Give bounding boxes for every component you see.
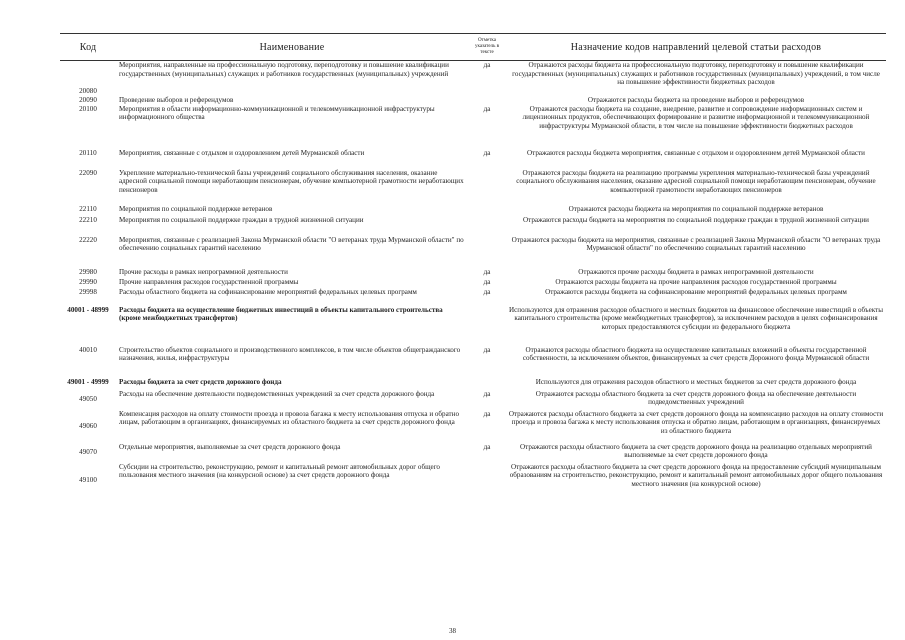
row-mark: да [483,345,491,354]
budget-codes-table [60,33,886,499]
row-name: Расходы на обеспечение деятельности подведомственных учреждений за счет средств дорожного фонда [119,389,435,398]
row-code: 40001 - 48999 [67,305,109,314]
row-desc: Отражаются расходы областного бюджета за счет средств дорожного фонда на реализацию отдельных мероприятий выполняемые за счет средств дорожного фонда [520,442,872,460]
row-mark [468,306,506,346]
row-mark [468,96,506,105]
table-row [60,105,886,149]
row-code: 22090 [79,168,97,177]
row-code: 29990 [79,277,97,286]
table-row [60,216,886,236]
row-name: Прочие расходы в рамках непрограммной деятельности [119,267,288,276]
row-code: 22210 [79,215,97,224]
row-desc: Отражаются расходы областного бюджета за счет средств дорожного фонда на предоставление субсидий муниципальным образованиям на строительство, реконструкцию, ремонт и капитальный ремонт автомобильных дорог общего пользования местного значения (на конкурсной основе) [509,462,883,488]
row-name: Мероприятия по социальной поддержке граждан в трудной жизненной ситуации [119,215,364,224]
row-code: 22220 [79,235,97,244]
row-desc: Отражаются расходы бюджета на софинансирование мероприятий федеральных целевых программ [545,287,847,296]
row-mark: да [483,148,491,157]
row-code: 29998 [79,287,97,296]
header-code: Код [60,34,116,61]
row-code: 49070 [79,448,97,457]
row-desc: Отражаются расходы областного бюджета на осуществление капитальных вложений в объекты государственной собственности, за исключением объектов, финансируемых за счет средств Дорожного фонда Мурманской области [522,345,870,363]
table-row [60,169,886,205]
header-mark: Отметка указатель в тексте [468,34,506,61]
document-page [60,33,886,499]
table-row [60,288,886,306]
row-desc: Используются для отражения расходов областного и местных бюджетов на финансовое обеспечение инвестиций в объекты капитального строительства (кроме межбюджетных трансфертов), за исключением расходов в целях софинансирования которых предоставляются субсидии из федерального бюджета [509,305,883,331]
row-name: Проведение выборов и референдумов [119,95,234,104]
row-code: 20080 [79,86,97,95]
table-row [60,346,886,378]
row-desc: Используются для отражения расходов областного и местных бюджетов за счет средств дорожного фонда [535,377,857,386]
row-name: Мероприятия, направленные на профессиональную подготовку, переподготовку и повышение квалификации государственных (муниципальных) служащих и работников государственных (муниципальных) учреждений [119,61,449,78]
table-row [60,443,886,463]
table-row [60,306,886,346]
row-code: 40010 [79,345,97,354]
row-name: Субсидии на строительство, реконструкцию, ремонт и капитальный ремонт автомобильных дорог общего пользования местного значения (на конкурсной основе) за счет средств дорожного фонда [119,462,440,480]
row-mark: да [483,277,491,286]
row-mark [468,169,506,205]
row-mark [468,463,506,499]
row-name: Мероприятия в области информационно-коммуникационной и телекоммуникационной инфраструктуры информационного общества [119,104,435,122]
row-code: 22110 [79,204,97,213]
row-name: Укрепление материально-технической базы учреждений социального обслуживания населения, оказание адресной социальной помощи неработающим пенсионерам, обучение компьютерной грамотности неработающих пенсионеров [119,168,464,194]
table-row [60,96,886,105]
row-desc: Отражаются расходы бюджета на мероприятия, связанные с реализацией Закона Мурманской области "О ветеранах труда Мурманской области" по обеспечению социальных гарантий населению [511,235,881,253]
row-name: Мероприятия, связанные с отдыхом и оздоровлением детей Мурманской области [119,148,365,157]
row-name: Мероприятия по социальной поддержке ветеранов [119,204,273,213]
row-mark: да [483,287,491,296]
row-mark: да [483,389,491,398]
row-desc: Отражаются прочие расходы бюджета в рамках непрограммной деятельности [578,267,814,276]
row-desc: Отражаются расходы бюджета на реализацию программы укрепления материально-технической базы учреждений социального обслуживания населения, оказание адресной социальной помощи неработающим пенсионерам, обучение компьютерной грамотности неработающих пенсионеров [516,168,876,194]
row-desc: Отражаются расходы бюджета на мероприятия по социальной поддержке ветеранов [568,204,824,213]
row-code: 49001 - 49999 [67,377,109,386]
row-mark: да [483,409,491,418]
row-desc: Отражаются расходы областного бюджета за счет средств дорожного фонда на компенсацию расходов на оплату стоимости проезда и провоза багажа к месту использования отпуска и обратно лицам, работающим в организациях, финансируемых из областного бюджета [508,409,884,435]
row-desc: Отражаются расходы бюджета мероприятия, связанные с отдыхом и оздоровлением детей Мурманской области [527,148,865,157]
row-mark [468,216,506,236]
header-desc: Назначение кодов направлений целевой статьи расходов [506,34,886,61]
row-mark: да [483,267,491,276]
header-name: Наименование [116,34,468,61]
table-row [60,378,886,390]
row-desc: Отражаются расходы бюджета на прочие направления расходов государственной программы [555,277,837,286]
row-name: Расходы бюджета за счет средств дорожного фонда [119,377,282,386]
row-code: 29980 [79,267,97,276]
row-desc: Отражаются расходы бюджета на создание, внедрение, развитие и сопровождение информационных систем и лицензионных продуктов, обеспечивающих формирование и развитие информационной и телекоммуникационной инфраструктуры Мурманской области, в том числе на повышение эффективности бюджетных расходов [522,104,870,130]
table-row [60,149,886,169]
row-desc: Отражаются расходы бюджета на профессиональную подготовку, переподготовку и повышение квалификации государственных (муниципальных) служащих и работников государственных (муниципальных) учреждений, в том числе на повышение эффективности бюджетных расходов [512,61,880,87]
table-row [60,236,886,268]
row-desc: Отражаются расходы областного бюджета за счет средств дорожного фонда на обеспечение деятельности подведомственных учреждений [535,389,857,407]
row-name: Расходы бюджета на осуществление бюджетных инвестиций в объекты капитального строительства (кроме межбюджетных трансфертов) [119,305,443,323]
row-code: 49050 [79,395,97,404]
row-mark [468,205,506,216]
table-row [60,463,886,499]
table-row [60,205,886,216]
row-code: 20100 [79,104,97,113]
table-row [60,61,886,96]
page-number: 38 [449,627,456,635]
row-code: 20090 [79,95,97,104]
row-mark [468,236,506,268]
table-row [60,278,886,288]
row-code: 49100 [79,476,97,485]
table-header [60,34,886,61]
row-name: Мероприятия, связанные с реализацией Закона Мурманской области "О ветеранах труда Мурманской области" по обеспечению социальных гарантий населению [119,235,464,253]
table-row [60,410,886,443]
row-name: Компенсация расходов на оплату стоимости проезда и провоза багажа к месту использования отпуска и обратно лицам, работающим в организациях, финансируемых из областного бюджета за счет средств дорожного фонда [119,409,459,427]
row-name: Прочие направления расходов государственной программы [119,277,299,286]
table-row [60,268,886,278]
row-code: 20110 [79,148,97,157]
row-mark: да [483,442,491,451]
table-row [60,390,886,410]
row-desc: Отражаются расходы бюджета на мероприятия по социальной поддержке граждан в трудной жизненной ситуации [523,215,869,224]
row-name: Отдельные мероприятия, выполняемые за счет средств дорожного фонда [119,442,341,451]
row-desc: Отражаются расходы бюджета на проведение выборов и референдумов [587,95,805,104]
row-mark [468,378,506,390]
row-name: Расходы областного бюджета на софинансирование мероприятий федеральных целевых программ [119,287,417,296]
row-mark: да [483,104,491,113]
row-mark: да [483,61,491,69]
row-code: 49060 [79,421,97,430]
row-name: Строительство объектов социального и производственного комплексов, в том числе объектов общегражданского назначения, жилья, инфраструктуры [119,345,461,363]
